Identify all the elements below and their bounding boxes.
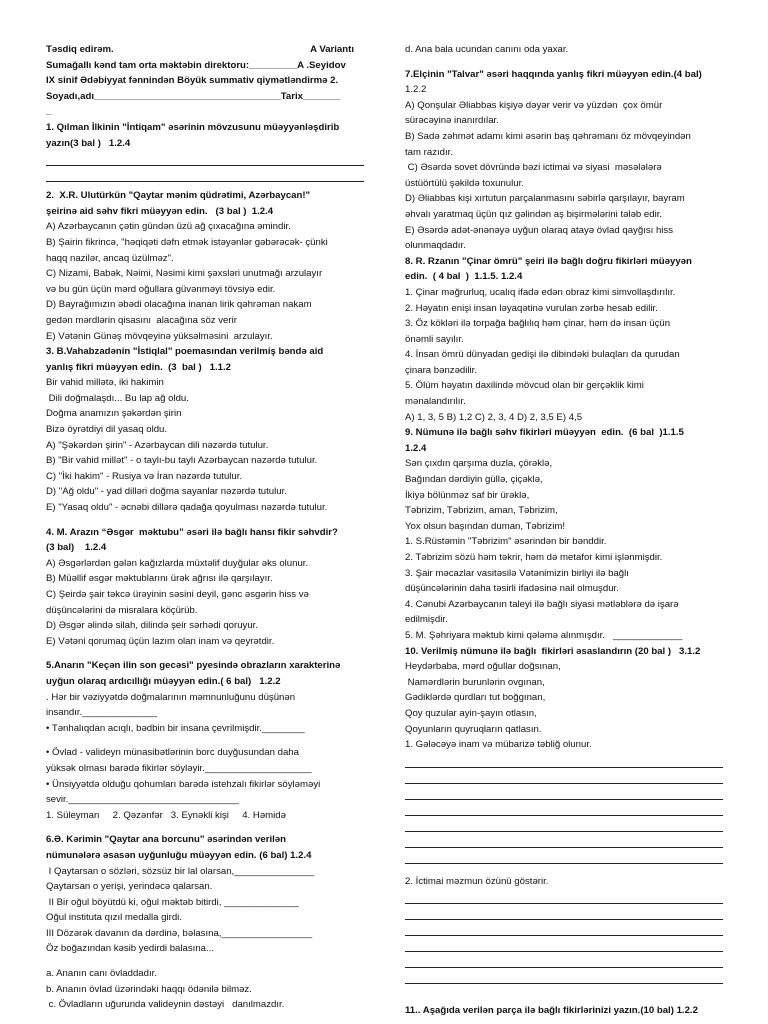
q3-title-cont: yanlış fikri müəyyən edin. (3 bal ) 1.1.2 [46, 361, 232, 373]
q10-poem-line: Qoyunların quyruqların qatlasın. [405, 723, 542, 735]
right-column [405, 42, 723, 1019]
q9-poem-line: Təbrizim, Təbrizim, aman, Təbrizim, [405, 505, 558, 517]
q2-option: A) Azərbaycanın çətin gündən üzü ağ çıxacağına əmindir. [46, 221, 291, 233]
q5-characters: 1. Süleyman 2. Qəzənfər 3. Eynəkli kişi 4. Həmidə [46, 809, 286, 821]
q9-code: 1.2.4 [405, 442, 427, 454]
q6-answer-option: c. Övladların uğurunda valideynin dəstəyi danılmazdır. [46, 999, 285, 1011]
q8-choices: A) 1, 3, 5 B) 1,2 C) 2, 3, 4 D) 2, 3,5 E) 4,5 [405, 411, 583, 423]
q4-option: E) Vətəni qorumaq üçün lazım olan inam və qeyrətdir. [46, 635, 275, 647]
q7-option: D) Əliabbas kişi xırtutun parçalanmasını səbirlə qarşılayır, bayram [405, 193, 685, 205]
q3-option: B) "Bir vahid millət" - o taylı-bu taylı Azərbaycan nəzərdə tutulur. [46, 455, 318, 467]
q10-poem-line: Qoy quzular ayin-şayın otlasın, [405, 707, 537, 719]
q10-answer-line[interactable] [405, 889, 723, 904]
q4-title: 4. M. Arazın “Əsgər məktubu” əsəri ilə bağlı hansı fikir səhvdir? [46, 526, 338, 538]
q10-answer-line[interactable] [405, 833, 723, 848]
q10-answer-line[interactable] [405, 953, 723, 968]
q7-option: olunmaqdadır. [405, 240, 466, 252]
q6-answer-option: a. Ananın canı övladdadır. [46, 968, 157, 980]
q9-statement: düşüncələrinin daha təsirli ifadəsinə nail olmuşdur. [405, 583, 619, 595]
q2-option: haqq nazilər, ancaq üzülməz". [46, 252, 174, 264]
q10-poem-line: Heydərbaba, mərd oğullar doğsınan, [405, 661, 561, 673]
variant-label: A Variantı [310, 44, 354, 55]
q4-option: B) Müəllif əsgər məktublarını ürək ağrısı ilə qarşılayır. [46, 573, 273, 585]
q10-answer-line[interactable] [405, 937, 723, 952]
q10-poem-line: Gədiklərdə qurdları tut boğgınan, [405, 692, 546, 704]
q10-title: 10. Verilmiş nümunə ilə bağlı fikirləri əsaslandırın (20 bal ) 3.1.2 [405, 645, 701, 657]
q3-poem-line: Bizə öyrətdiyi dil yasaq oldu. [46, 424, 168, 436]
q10-answer-line[interactable] [405, 921, 723, 936]
q8-statement: çinara bənzədilir. [405, 364, 477, 376]
q5-item: • Tənhalıqdan acıqlı, bədbin bir insana çevrilmişdir.________ [46, 722, 305, 734]
q10-answer-line[interactable] [405, 801, 723, 816]
q7-option: sürəcəyinə inanırdılar. [405, 115, 499, 127]
q6-title: 6.Ə. Kərimin "Qaytar ana borcunu" əsərindən verilən [46, 834, 286, 846]
q3-poem-line: Doğma anamızın şəkərdən şirin [46, 408, 182, 420]
q6-excerpt-line: Öz boğazından kəsib yedirdi balasına... [46, 943, 214, 955]
q3-option: A) "Şəkərdən şirin" - Azərbaycan dili nəzərdə tutulur. [46, 439, 269, 451]
q7-option: A) Qonşular Əliabbas kişiyə dəyər verir və yüzdən çox ömür [405, 99, 663, 111]
q4-option: D) Əsgər əlində silah, dilində şeir sərhədi qoruyur. [46, 620, 258, 632]
q10-answer-line[interactable] [405, 753, 723, 768]
q4-title-cont: (3 bal) 1.2.4 [46, 542, 107, 554]
header-underscore: _ [46, 106, 52, 118]
q7-option: B) Sadə zəhmət adamı kimi əsərin baş qəhrəmanı öz mövqeyindən [405, 130, 691, 142]
q4-option: C) Şeirdə şair təkcə ürəyinin səsini deyil, gənc əsgərin hiss və [46, 589, 309, 600]
q7-title: 7.Elçinin "Talvar" əsəri haqqında yanlış fikri müəyyən edin.(4 bal) [405, 68, 702, 80]
q6-answer-option: d. Ana bala ucundan canını oda yaxar. [405, 44, 569, 55]
q9-poem-line: Sən çıxdın qarşıma duzla, çörəklə, [405, 458, 553, 470]
q9-poem-line: Yox olsun başından duman, Təbrizim! [405, 520, 565, 532]
q1-title-cont: yazın(3 bal ) 1.2.4 [46, 137, 131, 149]
q2-title: 2. X.R. Ulutürkün "Qaytar mənim qüdrətimi, Azərbaycan!" [46, 190, 311, 202]
q4-option: A) Əsgərlərdən gələn kağızlarda müxtəlif duyğular əks olunur. [46, 557, 309, 569]
q3-option: C) "İki hakim" - Rusiya və İran nəzərdə tutulur. [46, 470, 243, 482]
q8-statement: 5. Ölüm həyatın daxilində mövcud olan bir gerçəklik kimi [405, 380, 644, 392]
q10-answer-line[interactable] [405, 817, 723, 832]
q7-option: üstüörtülü şəkildə toxunulur. [405, 177, 524, 189]
q6-excerpt-line: III Dözərək davanın da dərdinə, bəlasına,_________________ [46, 927, 313, 939]
q3-title: 3. B.Vahabzadənin "İstiqlal" poemasından verilmiş bəndə aid [46, 346, 324, 358]
q7-option: E) Əsərdə adət-ənənəyə uyğun olaraq atayə övlad qayğısı hiss [405, 224, 674, 236]
q1-answer-line[interactable] [46, 151, 364, 166]
q9-poem-line: Bağından dərdiyin güllə, çiçəklə, [405, 474, 543, 486]
q2-option: E) Vətənin Günəş mövqeyinə yüksəlməsini arzulayır. [46, 330, 273, 342]
q9-statement: 4. Cənubi Azərbaycanın taleyi ilə bağlı siyasi mətləblərə də işarə [405, 598, 679, 610]
q4-option: düşüncələrini də misralara köçürüb. [46, 604, 198, 616]
q3-poem-line: Bir vahid millətə, iki hakimin [46, 377, 164, 389]
q8-statement: mənalandırılır. [405, 396, 466, 408]
approval-label: Təsdiq edirəm. [46, 44, 114, 55]
q6-excerpt-line: I Qaytarsan o sözləri, sözsüz bir lal olarsan,_______________ [46, 865, 315, 877]
q6-excerpt-line: Oğul instituta qızıl medalla girdi. [46, 912, 182, 924]
q8-statement: 3. Öz kökləri ilə torpağa bağlılıq həm çinar, həm də insan üçün [405, 318, 671, 330]
q10-answer-line[interactable] [405, 969, 723, 984]
q3-poem-line: Dili doğmalaşdı... Bu lap ağ oldu. [46, 392, 189, 404]
q3-option: D) "Ağ oldu" - yad dilləri doğma sayanlar nəzərdə tutulur. [46, 486, 287, 498]
q10-task-1: 1. Gələcəyə inam və mübarizə təbliğ olunur. [405, 739, 592, 751]
q6-title-cont: nümunələrə əsasən uyğunluğu müəyyən edin. (6 bal) 1.2.4 [46, 849, 312, 861]
q9-statement: 1. S.Rüstəmin "Təbrizim" əsərindən bir bənddir. [405, 536, 607, 548]
q9-title: 9. Nümunə ilə bağlı səhv fikirləri müəyyən edin. (6 bal )1.1.5 [405, 427, 684, 439]
exam-title-line: IX sinif Ədəbiyyat fənnindən Böyük summativ qiymətləndirmə 2. [46, 75, 339, 87]
q9-statement: 2. Təbrizim sözü həm təkrir, həm də metafor kimi işlənmişdir. [405, 552, 663, 563]
left-column [46, 42, 364, 1013]
q5-title-cont: uyğun olaraq ardıcıllığı müəyyən edin.( 6 bal) 1.2.2 [46, 675, 281, 687]
q5-item: . Hər bir vəziyyətdə doğmalarının məmnunluğunu düşünən [46, 691, 296, 703]
q2-option: B) Şairin fikrincə, "həqiqəti dəfn etmək istəyənlər gəbərəcək- çünki [46, 236, 328, 248]
q2-option: D) Bayrağımızın əbədi olacağına inanan lirik qəhrəman nakam [46, 299, 312, 311]
q10-answer-line[interactable] [405, 769, 723, 784]
name-date-line: Soyadı,adı___________________________________Tarix_______ [46, 90, 341, 102]
q2-option: C) Nizami, Babək, Nəimi, Nəsimi kimi şəxsləri unutmağı arzulayır [46, 268, 323, 280]
q8-statement: önəmli sayılır. [405, 333, 464, 345]
school-director-line: Sumağallı kənd tam orta məktəbin direktoru:_________A .Seyidov [46, 59, 346, 71]
q7-option: tam razıdır. [405, 146, 453, 158]
q2-option: və bu gün üçün mərd oğullara güvənməyi tövsiyə edir. [46, 283, 276, 295]
q5-item: • Ünsiyyətdə olduğu qohumları barədə istehzalı fikirlər söyləməyi [46, 778, 321, 790]
q9-poem-line: İkiyə bölünməz saf bir ürəklə, [405, 489, 530, 501]
q8-statement: 1. Çinar məğrurluq, ucalıq ifadə edən obraz kimi simvollaşdırılır. [405, 286, 676, 298]
q7-option: C) Əsərdə sovet dövründə bəzi ictimai və siyasi məsələlərə [405, 162, 662, 174]
q5-item: insandır.______________ [46, 707, 157, 719]
q6-excerpt-line: Qaytarsan o yerişi, yerindəcə qalarsan. [46, 881, 213, 893]
q1-title: 1. Qılman İlkinin "İntiqam" əsərinin mövzusunu müəyyənləşdirib [46, 121, 340, 133]
q5-item: yüksək olması barədə fikirlər söyləyir.____________________ [46, 762, 312, 774]
q6-excerpt-line: II Bir oğul böyütdü ki, oğul məktəb bitirdi, ______________ [46, 896, 299, 908]
q11-title: 11.. Aşağıda verilən parça ilə bağlı fikirlərinizi yazın.(10 bal) 1.2.2 [405, 1005, 698, 1017]
q8-statement: 4. İnsan ömrü dünyadan gedişi ilə dibindəki bulaqları da qurudan [405, 349, 680, 361]
q1-answer-line[interactable] [46, 167, 364, 182]
q8-title-cont: edin. ( 4 bal ) 1.1.5. 1.2.4 [405, 271, 523, 283]
q9-statement: 5. M. Şəhriyara məktub kimi qələmə alınmışdır. _____________ [405, 629, 683, 641]
q5-title: 5.Anarın "Keçən ilin son gecəsi" pyesində obrazların xarakterinə [46, 660, 341, 672]
q10-answer-line[interactable] [405, 785, 723, 800]
q8-statement: 2. Həyatın enişi insan ləyaqətinə vurulan zərbə hesab edilir. [405, 302, 658, 314]
q10-task-2: 2. İctimai məzmun özünü göstərir. [405, 875, 549, 887]
q10-answer-line[interactable] [405, 905, 723, 920]
q10-answer-line[interactable] [405, 849, 723, 864]
q7-option: əhvalı yaratmaq üçün qız gəlindən aş bişirmələrini tələb edir. [405, 208, 663, 220]
q7-code: 1.2.2 [405, 84, 427, 96]
q3-option: E) "Yasaq oldu" - əcnəbi dillərə qadağa qoyulması nəzərdə tutulur. [46, 502, 328, 514]
q2-option: gedən mərdlərin qisasını alacağına söz verir [46, 314, 237, 326]
header-row [46, 42, 364, 58]
q5-item: sevir.________________________________ [46, 794, 240, 806]
q5-item: • Övlad - valideyn münasibətlərinin borc duyğusundan daha [46, 747, 299, 759]
q2-title-cont: şeirinə aid səhv fikri müəyyən edin. (3 bal ) 1.2.4 [46, 205, 274, 217]
q6-answer-option: b. Ananın övlad üzərindəki haqqı ödənilə bilməz. [46, 983, 252, 995]
q9-statement: edilmişdir. [405, 614, 448, 626]
q10-poem-line: Namərdlərin burunlərin ovgınan, [405, 676, 545, 688]
q8-title: 8. R. Rzanın "Çinar ömrü" şeiri ilə bağlı doğru fikirləri müəyyən [405, 255, 692, 267]
q9-statement: 3. Şair məcazlar vasitəsilə Vətənimizin birliyi ilə bağlı [405, 567, 629, 579]
